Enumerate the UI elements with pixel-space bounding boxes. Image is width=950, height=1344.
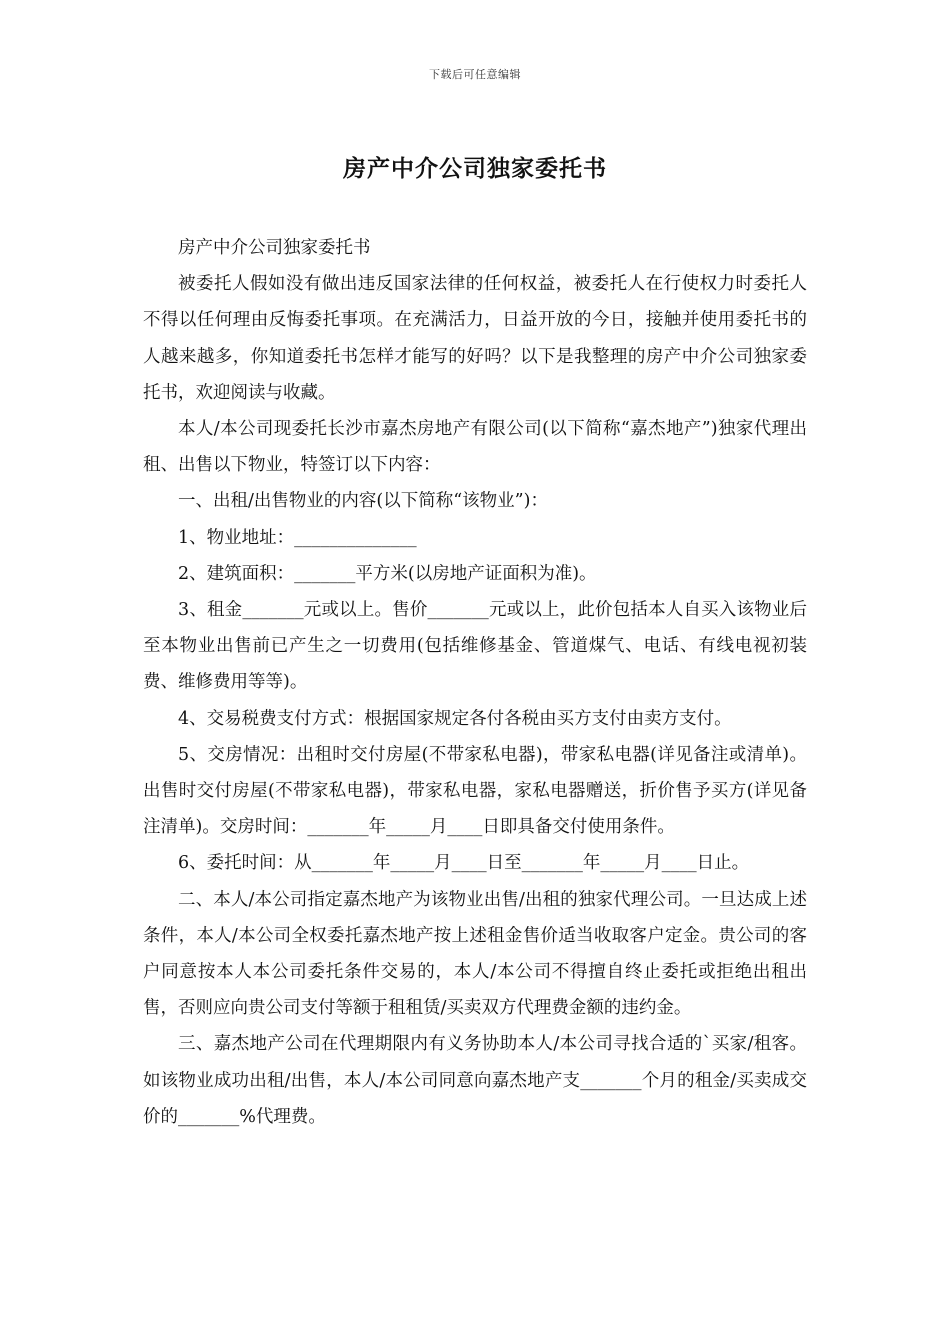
paragraph-subtitle: 房产中介公司独家委托书 (178, 238, 371, 258)
document-title: 房产中介公司独家委托书 (343, 155, 607, 182)
document-body (143, 230, 807, 1135)
paragraph-section-3: 三、嘉杰地产公司在代理期限内有义务协助本人/本公司寻找合适的`买家/租客。如该物业成功出租/出售，本人/本公司同意向嘉杰地产支_______个月的租金/买卖成交价的_______%代理费。 (143, 1034, 807, 1127)
paragraph-section-1-heading: 一、出租/出售物业的内容(以下简称“该物业”)： (178, 491, 548, 512)
header-note: 下载后可任意编辑 (429, 68, 521, 81)
paragraph-commission: 本人/本公司现委托长沙市嘉杰房地产有限公司(以下简称“嘉杰地产”)独家代理出租、出售以下物业，特签订以下内容： (143, 419, 807, 476)
paragraph-item-tax: 4、交易税费支付方式：根据国家规定各付各税由买方支付由卖方支付。 (178, 708, 732, 729)
paragraph-item-area: 2、建筑面积：_______平方米(以房地产证面积为准)。 (178, 563, 597, 584)
paragraph-item-period: 6、委托时间：从_______年_____月____日至_______年_____月____日止。 (178, 853, 750, 874)
paragraph-intro: 被委托人假如没有做出违反国家法律的任何权益，被委托人在行使权力时委托人不得以任何理由反悔委托事项。在充满活力，日益开放的今日，接触并使用委托书的人越来越多，你知道委托书怎样才能写的好吗？以下是我整理的房产中介公司独家委托书，欢迎阅读与收藏。 (143, 274, 807, 403)
paragraph-section-2: 二、本人/本公司指定嘉杰地产为该物业出售/出租的独家代理公司。一旦达成上述条件，本人/本公司全权委托嘉杰地产按上述租金售价适当收取客户定金。贵公司的客户同意按本人本公司委托条件交易的，本人/本公司不得擅自终止委托或拒绝出租出售，否则应向贵公司支付等额于租租赁/买卖双方代理费金额的违约金。 (143, 889, 807, 1019)
paragraph-item-price: 3、租金_______元或以上。售价_______元或以上，此价包括本人自买入该物业后至本物业出售前已产生之一切费用(包括维修基金、管道煤气、电话、有线电视初装费、维修费用等等)。 (143, 600, 807, 693)
paragraph-item-address: 1、物业地址：______________ (178, 527, 417, 548)
paragraph-item-delivery: 5、交房情况：出租时交付房屋(不带家私电器)，带家私电器(详见备注或清单)。出售时交付房屋(不带家私电器)，带家私电器，家私电器赠送，折价售予买方(详见备注清单)。交房时间：_______年_____月____日即具备交付使用条件。 (143, 744, 807, 838)
